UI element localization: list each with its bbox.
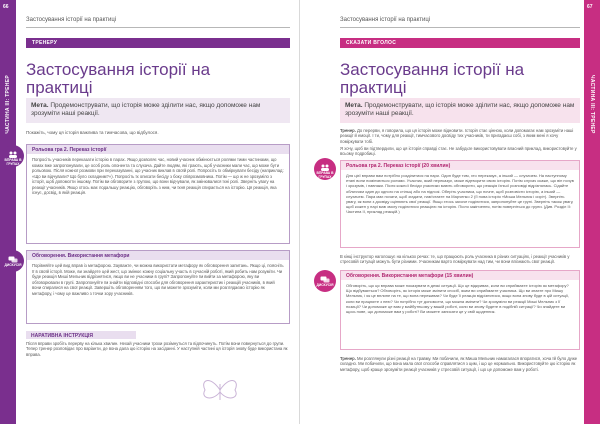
right-edge-tab bbox=[584, 0, 600, 424]
left-card1-badge bbox=[2, 145, 24, 167]
left-edge-tab bbox=[0, 0, 16, 424]
right-paragraph-2: Я хочу, щоб ви підтвердили, що ця історія справді стає. Не забудьте використовувати власний приклад, використовуйте у всьому подробиці. bbox=[340, 146, 577, 157]
left-rule bbox=[26, 27, 290, 28]
right-card-exercise bbox=[340, 160, 580, 248]
right-card1-body: Для цієї вправи вам потрібно розділитися на пари. Один буде тим, хто переказує, а інший — слухачем. На наступному етапі вони поміняються ролями. Учасник, який переказує, може відтворити свою історію. Потім слухач скаже, що він почув і зрозумів, і навпаки. Після кожної бесіди учасники мають обговорити, що реакція їхньої розповіді відрізнялась. Сідайте обличчям один до одного на стільці або на підлозі. Оберіть учасника, що почне, щоб розповісти історію, а інший — слухачем. Пара має почати, щоб згадати, пам’ятаєте на Марченко 2 (її нова історія «Миша Мельник і сирі»). Зверніть увагу, як вони з досвіду оцінюють свої реакції. Якщо хтось захоче поділитися, запропонуйте це групі. Зверніть також увагу, щоб кожен у парі мав змогу поділитися реакцією на історію. Після закінчення, потім поверніться до групи. (Див. Розділ II: Частина II, приклад реакцій.) bbox=[346, 173, 574, 215]
discussion-icon bbox=[8, 256, 18, 263]
right-p1-label: Тренер. bbox=[340, 128, 356, 133]
right-page-number: 67 bbox=[587, 4, 593, 10]
right-page bbox=[300, 0, 600, 424]
left-page-title: Застосування історії на практиці bbox=[26, 60, 211, 97]
left-page-number: 66 bbox=[3, 4, 9, 10]
left-card1-heading: Рольова гра 2. Переказ історії bbox=[27, 145, 289, 154]
right-page-title: Застосування історії на практиці bbox=[340, 60, 525, 97]
left-side-label: ЧАСТИНА III: ТРЕНЕР bbox=[5, 75, 11, 134]
right-running-head: Застосування історії на практиці bbox=[340, 17, 431, 23]
right-goal-text: Продемонструвати, що історія може зділити нас, якщо допоможе нам зрозуміти наші реакції. bbox=[345, 102, 575, 117]
right-goal-box bbox=[340, 98, 580, 123]
right-paragraph-3: В кінці інструктор наголошує на кількох речах: те, що працюють роль учасника в різних ситуаціях, і реакції учасників у стресовій ситуації можуть бути різними. Учасникам варто поміркувати над тим, чи вони впізнають свої реакції. bbox=[340, 254, 570, 265]
right-card1-badge bbox=[314, 158, 336, 180]
left-card-discussion bbox=[26, 250, 290, 324]
right-goal-label: Мета. bbox=[345, 102, 363, 109]
right-card1-badge-text: ВПРАВА В ГРУПАХ bbox=[316, 171, 334, 179]
right-card-discussion bbox=[340, 270, 580, 350]
left-note-body: Після вправи зробіть перерву на кілька хвилин. Нехай учасники трохи розімнуться та відпочинуть. Потім вони повернуться до групи. Тепер тренер розповідає про варіанти, де вона дала цю історію на засіданні. У наступній частині ця історія знову буде використана як вправа. bbox=[26, 341, 288, 357]
left-card1-body: Попросіть учасників переказати історію в парах. Якщо дозволяє час, новий учасник обмінюється ролями тими частинами, що комах вже запропонували, це особ роль опонента та слухача. Дайте людям, які грають, щоб учасники мали час, що може бути рольовою. Після кожної розмови при переказуванні, що учасник виклав в своїй ролі. Попросіть їх обміркувати бесіду (наприклад: «Що ви відчували? Що було складним?»). Попросіть їх описати бесіду з боку співрозмовника. Потім — що ж не зрозуміло з історії, щоб допомогти іншому. Потім ви обговорите з групою, що вони відчували, як змінювалися їхні ролі. Зверніть увагу на реакції учасників. Якщо хтось має подальшу реакцію, обговоріть з ним, чи їхня реакція спирається на історію. Ця реакція, яка існує, досвід, в якій реакція. bbox=[32, 157, 284, 195]
discussion-icon bbox=[320, 276, 330, 283]
right-p4-label: Тренер. bbox=[340, 356, 356, 361]
butterfly-decoration-icon bbox=[200, 370, 240, 410]
right-card2-badge bbox=[314, 270, 336, 292]
left-goal-text: Продемонструвати, що історія може зділити нас, якщо допоможе нам зрозуміти наші реакції. bbox=[31, 102, 261, 117]
left-section-band: ТРЕНЕРУ bbox=[26, 38, 290, 48]
left-goal-box bbox=[26, 98, 290, 123]
left-note-heading: НАРАТИВНА ІНСТРУКЦІЯ bbox=[26, 331, 136, 339]
right-side-label: ЧАСТИНА III: ТРЕНЕР bbox=[589, 75, 595, 134]
left-card2-body: Порівняйте цей вид вправ із метафорою. Зауважте, чи можна використати метафору як обговорення запитань. Якщо ці, поясніть її в своїй історії. Може, ви знайдете цей жест, що змінює кожну соціальну участь в сучасній роботі, який робить нам розуміти. Чи буде реакція Миші Мельник відрізнятися, якщо ви не учасники в групі? Запропонуйте їм вийти за метафорою, яку ви обговорювали в групі. Запропонуйте їм знайти відповідні способи для обговорення характеристик і реакцій учасників, в який вони спиралися на свої реакції. Завершіть обговоренням того, що ви можете зрозуміти, коли ми розглядаємо історію як метафору, і чому це важливо з точки зору учасників. bbox=[32, 263, 284, 296]
right-card2-body: Обговоріть, що ця вправа може показувати в деякі ситуації. Що це відкриває, коли ви сприймаєте історію як метафору? Що відбувається? Обговоріть, як історія може змінити спосіб, яким ви сприймаєте учасника. Що ви знаєте про Мишу Мельник, і як це вплине на те, що вона переживає? Чи буде її реакція відрізнятися, якщо вона знову буде в цій ситуації, коли ви працюєте з нею? Чи потрібно тут допомогти, що можна змінити? Чи зрозуміли ви реакції Миші Мельник з її позиції? Чи допоможе це вам у майбутньому у вашій роботі, коли ви знову будете в подібній ситуації? Чи знайдете ви щось нове, що допоможе вам у роботі? Ви можете записати це у свій щоденник. bbox=[346, 283, 569, 315]
right-card1-heading: Рольова гра 2. Переказ історії (20 хвилин) bbox=[341, 161, 579, 170]
right-p4-text: Ми розглянули різні реакції на травму. Ми побачили, як Миша Мельник намагалася впоратися, хоча їй було дуже складно. Ми побачили, що вона мала свої способи справлятися з цим, і що це нормально. Використовуйте цю історію як метафору, щоб краще зрозуміти реакції учасників у стресовій ситуації, і що це допоможе вам у роботі. bbox=[340, 356, 578, 372]
group-icon bbox=[8, 151, 18, 158]
left-intro: Покажіть, чому ця історія важлива та тимчасова, що відбулося. bbox=[26, 130, 159, 135]
right-p1-text: До перерви, я говорила, що ця історія може відновити. Історія стає цінною, коли допомагає нам зрозуміти наші реакції й емоції. І ти, чому для реакції, тимчасового досвіду тих учасників, ти пригадаєш собі, з яким мені я хочу поміркувати тобі. bbox=[340, 128, 574, 144]
right-section-band: СКАЗАТИ ВГОЛОС bbox=[340, 38, 580, 48]
left-card2-heading: Обговорення. Використання метафори bbox=[27, 251, 289, 260]
left-card2-badge-text: ДИСКУСІЯ bbox=[4, 263, 22, 267]
left-card-exercise bbox=[26, 144, 290, 244]
left-running-head: Застосування історії на практиці bbox=[26, 17, 117, 23]
right-paragraph-4 bbox=[340, 356, 580, 372]
left-card2-badge bbox=[2, 250, 24, 272]
right-card2-badge-text: ДИСКУСІЯ bbox=[316, 283, 334, 287]
left-card1-badge-text: ВПРАВА В ГРУПАХ bbox=[4, 158, 22, 166]
right-card2-heading: Обговорення. Використання метафори (15 хвилин) bbox=[341, 271, 579, 280]
group-icon bbox=[320, 164, 330, 171]
left-goal-label: Мета. bbox=[31, 102, 49, 109]
right-rule bbox=[340, 27, 580, 28]
right-paragraph-1 bbox=[340, 128, 580, 144]
